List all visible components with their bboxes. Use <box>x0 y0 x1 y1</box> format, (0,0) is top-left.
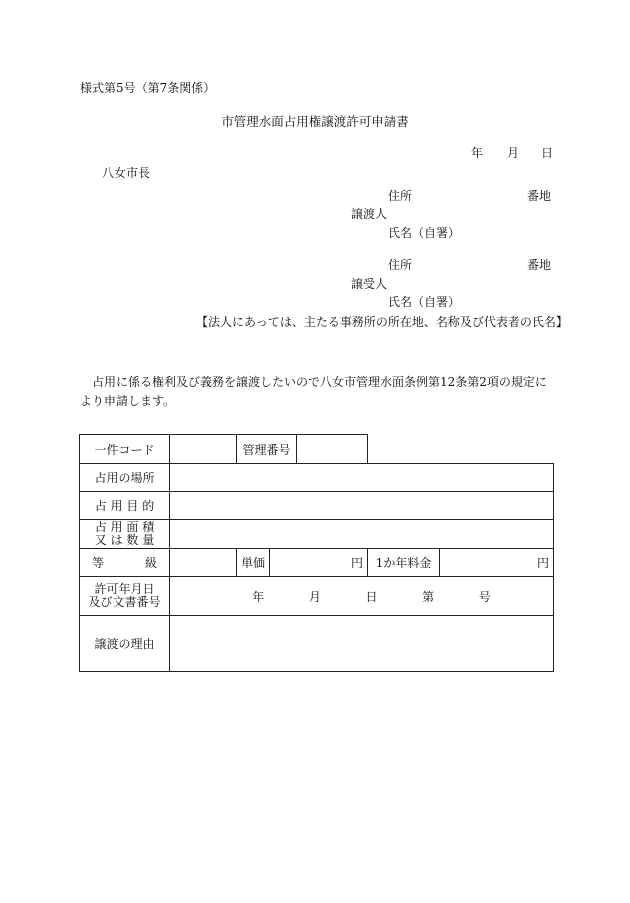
area-field[interactable] <box>170 520 554 549</box>
area-label-line1: 占 用 面 積 <box>94 520 155 534</box>
permit-day: 日 <box>365 589 378 604</box>
transferee-address-suffix: 番地 <box>527 258 552 272</box>
table-row <box>80 464 554 492</box>
yen-unit: 円 <box>351 556 364 570</box>
transferee-address-label: 住所 <box>388 258 413 272</box>
grade-label-part2: 級 <box>144 556 157 570</box>
permit-label-line1: 許可年月日 <box>94 582 155 596</box>
date-year: 年 <box>471 146 484 160</box>
permit-dai: 第 <box>422 589 435 604</box>
mgmt-number-label: 管理番号 <box>237 435 297 464</box>
date-month: 月 <box>507 146 520 160</box>
permit-field[interactable] <box>170 577 554 616</box>
transferor-role: 譲渡人 <box>351 207 388 221</box>
area-label-line2: 又 は 数 量 <box>94 533 155 547</box>
grade-field[interactable] <box>170 549 237 577</box>
table-row <box>80 492 554 520</box>
corporate-note: 【法人にあっては、主たる事務所の所在地、名称及び代表者の氏名】 <box>196 315 568 329</box>
transferee-role: 譲受人 <box>351 277 388 291</box>
empty-corner <box>368 435 554 464</box>
form-number: 様式第5号（第7条関係） <box>80 81 216 95</box>
application-statement: 占用に係る権利及び義務を譲渡したいので八女市管理水面条例第12条第2項の規定により申請します。 <box>80 375 547 408</box>
table-row <box>80 549 554 577</box>
purpose-label: 占 用 目 的 <box>80 492 170 520</box>
permit-month: 月 <box>308 589 321 604</box>
transferor-address-suffix: 番地 <box>527 189 552 203</box>
reason-field[interactable] <box>170 616 554 672</box>
code-label: 一件コード <box>80 435 170 464</box>
area-label <box>80 520 170 549</box>
permit-label <box>80 577 170 616</box>
application-table <box>79 434 554 672</box>
grade-label <box>80 549 170 577</box>
annual-fee-label: 1か年料金 <box>368 549 440 577</box>
permit-go: 号 <box>478 589 491 604</box>
permit-year: 年 <box>252 589 265 604</box>
yen-unit: 円 <box>537 556 550 570</box>
reason-label: 譲渡の理由 <box>80 616 170 672</box>
permit-label-line2: 及び文書番号 <box>88 595 161 609</box>
annual-fee-field[interactable] <box>440 549 554 577</box>
table-row <box>80 616 554 672</box>
transferor-name-label: 氏名（自署） <box>388 226 461 240</box>
table-row <box>80 520 554 549</box>
mgmt-number-field[interactable] <box>297 435 368 464</box>
transferor-address-label: 住所 <box>388 189 413 203</box>
addressee: 八女市長 <box>102 166 151 180</box>
date-day: 日 <box>541 146 554 160</box>
document-title: 市管理水面占用権譲渡許可申請書 <box>221 114 409 129</box>
place-field[interactable] <box>170 464 554 492</box>
table-row <box>80 577 554 616</box>
place-label: 占用の場所 <box>80 464 170 492</box>
unit-price-field[interactable] <box>270 549 368 577</box>
table-row <box>80 435 554 464</box>
unit-price-label: 単価 <box>237 549 270 577</box>
grade-label-part1: 等 <box>92 556 105 570</box>
code-field[interactable] <box>170 435 237 464</box>
transferee-name-label: 氏名（自署） <box>388 295 461 309</box>
purpose-field[interactable] <box>170 492 554 520</box>
